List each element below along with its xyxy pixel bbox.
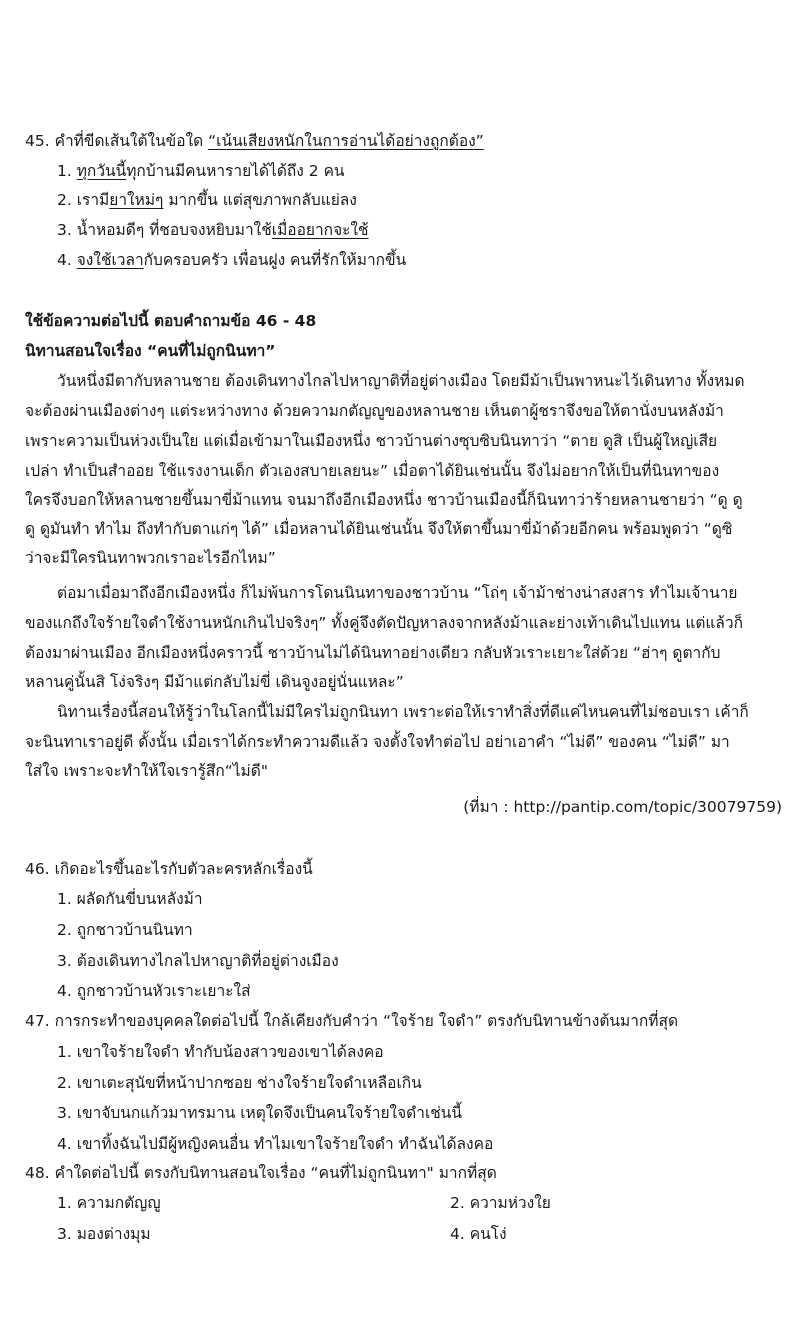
option-text: มากขึ้น แต่สุขภาพกลับแย่ลง bbox=[163, 191, 357, 209]
question-45 bbox=[25, 130, 484, 152]
passage-source: (ที่มา : http://pantip.com/topic/30079759) bbox=[463, 798, 782, 816]
passage-line: วันหนึ่งมีตากับหลานชาย ต้องเดินทางไกลไปหาญาติที่อยู่ต่างเมือง โดยมีม้าเป็นพาหนะไว้เดินทาง ทั้งหมด bbox=[57, 372, 745, 390]
option-number: 4. bbox=[57, 251, 77, 269]
question-text: 45. คำที่ขีดเส้นใต้ในข้อใด bbox=[25, 132, 209, 150]
passage-line: ว่าจะมีใครนินทาพวกเราอะไรอีกไหม” bbox=[25, 549, 276, 567]
passage-line: ใส่ใจ เพราะจะทำให้ใจเรารู้สึก“ไม่ดี" bbox=[25, 762, 268, 780]
passage-instruction: ใช้ข้อความต่อไปนี้ ตอบคำถามข้อ 46 - 48 bbox=[25, 312, 317, 330]
q45-option-1[interactable] bbox=[57, 160, 345, 182]
underlined-word: จงใช้เวลา bbox=[76, 251, 144, 269]
question-46: 46. เกิดอะไรขึ้นอะไรกับตัวละครหลักเรื่องนี้ bbox=[25, 860, 313, 878]
q45-option-4[interactable] bbox=[57, 249, 406, 271]
option-text: กับครอบครัว เพื่อนฝูง คนที่รักให้มากขึ้น bbox=[143, 251, 407, 269]
option-text: ทุกบ้านมีคนหารายได้ได้ถึง 2 คน bbox=[126, 162, 345, 180]
q47-option-3[interactable]: 3. เขาจับนกแก้วมาทรมาน เหตุใดจึงเป็นคนใจร้ายใจดำเช่นนี้ bbox=[57, 1104, 462, 1122]
option-number: 1. bbox=[57, 162, 77, 180]
passage-line: ใครจึงบอกให้หลานชายขึ้นมาขี่ม้าแทน จนมาถึงอีกเมืองหนึ่ง ชาวบ้านเมืองนี้ก็นินทาว่าร้ายหลานชายว่า “ดู ดู bbox=[25, 491, 743, 509]
question-underlined-text: “เน้นเสียงหนักในการอ่านได้อย่างถูกต้อง” bbox=[208, 132, 484, 150]
option-text: น้ำหอมดีๆ ที่ชอบจงหยิบมาใช้ bbox=[76, 221, 272, 239]
option-number: 2. bbox=[57, 191, 77, 209]
q45-option-3[interactable] bbox=[57, 219, 369, 241]
passage-line: ของแกถึงใจร้ายใจดำใช้งานหนักเกินไปจริงๆ” ทั้งคู่จึงตัดปัญหาลงจากหลังม้าและย่างเท้าเดินไปแทน แต่แล้วก็ bbox=[25, 614, 743, 632]
underlined-word: ทุกวันนี้ bbox=[76, 162, 127, 180]
option-text: เรามี bbox=[76, 191, 110, 209]
passage-line: ต้องมาผ่านเมือง อีกเมืองหนึ่งคราวนี้ ชาวบ้านไม่ได้นินทาอย่างเดียว กลับหัวเราะเยาะใส่ด้วย “ฮ่าๆ ดูตากับ bbox=[25, 644, 721, 662]
underlined-word: ยาใหม่ๆ bbox=[109, 191, 164, 209]
passage-line: ดู ดูมันทำ ทำไม ถึงทำกับตาแก่ๆ ได้” เมื่อหลานได้ยินเช่นนั้น จึงให้ตาขึ้นมาขี่ม้าด้วยอีกคน พร้อมพูดว่า “ดูซิ bbox=[25, 520, 733, 538]
passage-title: นิทานสอนใจเรื่อง “คนที่ไม่ถูกนินทา” bbox=[25, 342, 276, 360]
passage-line: จะต้องผ่านเมืองต่างๆ แต่ระหว่างทาง ด้วยความกตัญญูของหลานชาย เห็นตาผู้ชราจึงขอให้ตานั่งบนหลังม้า bbox=[25, 402, 724, 420]
passage-line: เปล่า ทำเป็นสำออย ใช้แรงงานเด็ก ตัวเองสบายเลยนะ” เมื่อตาได้ยินเช่นนั้น จึงไม่อยากให้เป็นที่นินทาของ bbox=[25, 462, 720, 480]
q45-option-2[interactable] bbox=[57, 189, 357, 211]
passage-line: จะนินทาเราอยู่ดี ดั้งนั้น เมื่อเราได้กระทำความดีแล้ว จงตั้งใจทำต่อไป อย่าเอาคำ “ไม่ดี” ของคน “ไม่ดี” มา bbox=[25, 733, 730, 751]
q47-option-2[interactable]: 2. เขาเตะสุนัขที่หน้าปากซอย ช่างใจร้ายใจดำเหลือเกิน bbox=[57, 1074, 422, 1092]
passage-line: เพราะความเป็นห่วงเป็นใย แต่เมื่อเข้ามาในเมืองหนึ่ง ชาวบ้านต่างซุบซิบนินทาว่า “ตาย ดูสิ เป็นผู้ใหญ่เสีย bbox=[25, 432, 718, 450]
q47-option-4[interactable]: 4. เขาทิ้งฉันไปมีผู้หญิงคนอื่น ทำไมเขาใจร้ายใจดำ ทำฉันได้ลงคอ bbox=[57, 1135, 494, 1153]
q48-option-3[interactable]: 3. มองต่างมุม bbox=[57, 1225, 151, 1243]
option-number: 3. bbox=[57, 221, 77, 239]
q46-option-1[interactable]: 1. ผลัดกันขี่บนหลังม้า bbox=[57, 890, 203, 908]
q47-option-1[interactable]: 1. เขาใจร้ายใจดำ ทำกับน้องสาวของเขาได้ลงคอ bbox=[57, 1043, 384, 1061]
passage-line: หลานคู่นั้นสิ โง่จริงๆ มีม้าแต่กลับไม่ขี่ เดินจูงอยู่นั่นแหละ” bbox=[25, 673, 404, 691]
q46-option-4[interactable]: 4. ถูกชาวบ้านหัวเราะเยาะใส่ bbox=[57, 982, 251, 1000]
q46-option-2[interactable]: 2. ถูกชาวบ้านนินทา bbox=[57, 921, 193, 939]
q48-option-1[interactable]: 1. ความกตัญญู bbox=[57, 1194, 161, 1212]
underlined-word: เมื่ออยากจะใช้ bbox=[271, 221, 369, 239]
q46-option-3[interactable]: 3. ต้องเดินทางไกลไปหาญาติที่อยู่ต่างเมือง bbox=[57, 952, 339, 970]
q48-option-4[interactable]: 4. คนโง่ bbox=[450, 1225, 507, 1243]
passage-line: ต่อมาเมื่อมาถึงอีกเมืองหนึ่ง ก็ไม่พ้นการโดนนินทาของชาวบ้าน “โถ่ๆ เจ้าม้าช่างน่าสงสาร ทำไมเจ้านาย bbox=[57, 584, 738, 602]
passage-line: นิทานเรื่องนี้สอนให้รู้ว่าในโลกนี้ไม่มีใครไม่ถูกนินทา เพราะต่อให้เราทำสิ่งที่ดีแค่ไหนคนที่ไม่ชอบเรา เค้าก็ bbox=[57, 703, 749, 721]
question-48: 48. คำใดต่อไปนี้ ตรงกับนิทานสอนใจเรื่อง “คนที่ไม่ถูกนินทา" มากที่สุด bbox=[25, 1164, 497, 1182]
q48-option-2[interactable]: 2. ความห่วงใย bbox=[450, 1194, 551, 1212]
question-47: 47. การกระทำของบุคคลใดต่อไปนี้ ใกล้เคียงกับคำว่า “ใจร้าย ใจดำ” ตรงกับนิทานข้างต้นมากที่สุด bbox=[25, 1012, 679, 1030]
